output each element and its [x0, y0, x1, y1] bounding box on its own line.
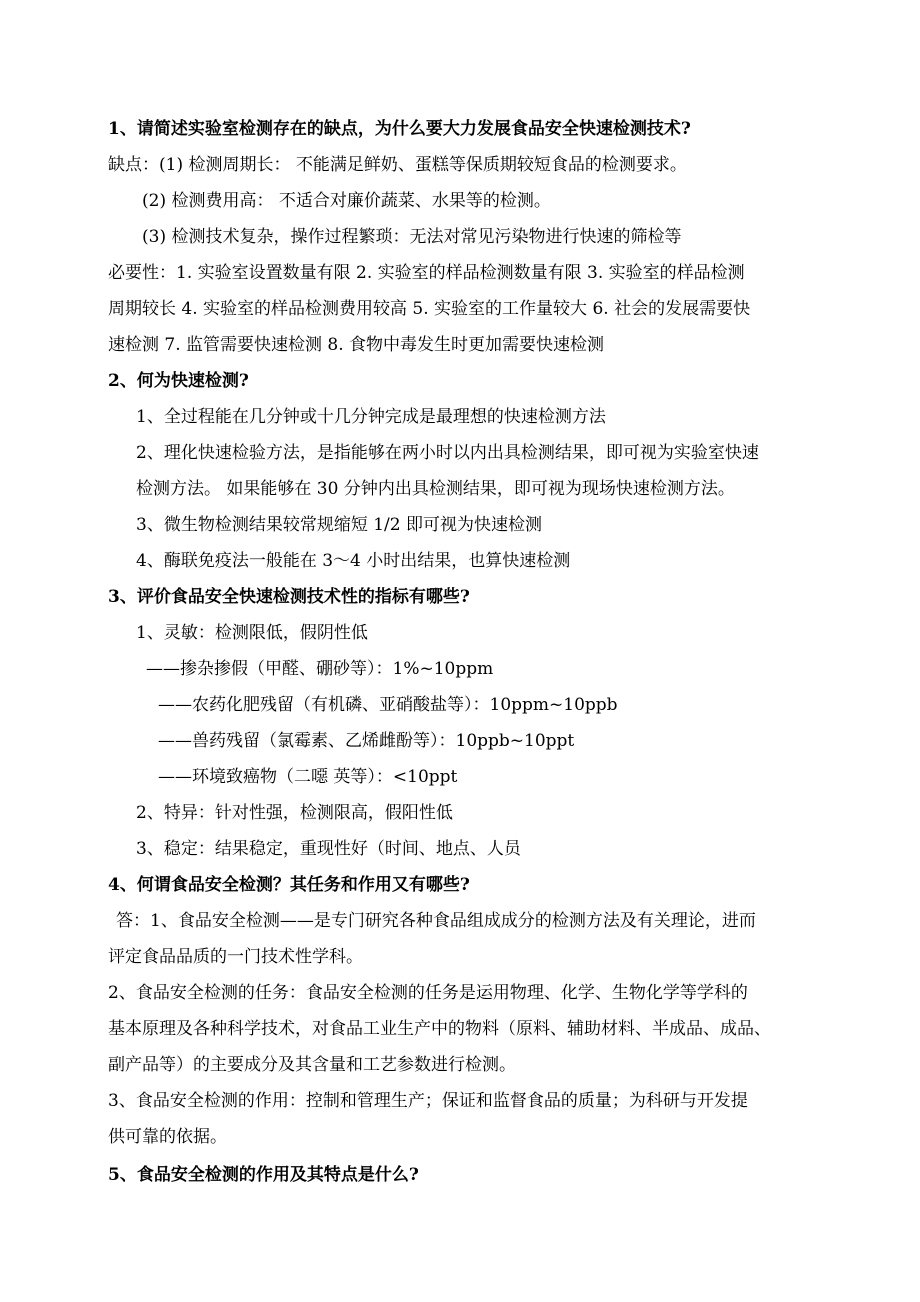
question-3-title: 3、评价食品安全快速检测技术性的指标有哪些? [108, 587, 470, 607]
q3-line-7: 3、稳定：结果稳定，重现性好（时间、地点、人员 [136, 839, 521, 859]
question-4-title: 4、何谓食品安全检测？其任务和作用又有哪些? [108, 875, 470, 895]
q3-line-6: 2、特异：针对性强，检测限高，假阳性低 [136, 803, 453, 823]
q4-line-6: 3、食品安全检测的作用：控制和管理生产；保证和监督食品的质量；为科研与开发提 [108, 1091, 748, 1111]
q2-line-2: 2、理化快速检验方法，是指能够在两小时以内出具检测结果，即可视为实验室快速 [136, 443, 759, 463]
q1-line-5: 周期较长 4. 实验室的样品检测费用较高 5. 实验室的工作量较大 6. 社会的发展需要快 [108, 299, 751, 319]
question-5-title: 5、食品安全检测的作用及其特点是什么? [108, 1165, 419, 1185]
q1-line-3: (3) 检测技术复杂，操作过程繁琐：无法对常见污染物进行快速的筛检等 [142, 227, 682, 247]
q1-line-6: 速检测 7. 监管需要快速检测 8. 食物中毒发生时更加需要快速检测 [108, 335, 605, 355]
q4-line-5: 副产品等）的主要成分及其含量和工艺参数进行检测。 [108, 1055, 516, 1075]
q3-line-1: 1、灵敏：检测限低，假阴性低 [136, 623, 368, 643]
question-1-title: 1、请简述实验室检测存在的缺点，为什么要大力发展食品安全快速检测技术? [108, 119, 691, 139]
q3-line-3: ——农药化肥残留（有机磷、亚硝酸盐等）：10ppm~10ppb [158, 695, 618, 715]
q1-line-1: 缺点：(1) 检测周期长： 不能满足鲜奶、蛋糕等保质期较短食品的检测要求。 [108, 155, 687, 175]
q2-line-3: 检测方法。 如果能够在 30 分钟内出具检测结果，即可视为现场快速检测方法。 [136, 479, 735, 499]
q3-line-4: ——兽药残留（氯霉素、乙烯雌酚等）：10ppb~10ppt [158, 731, 575, 751]
q4-line-7: 供可靠的依据。 [108, 1127, 227, 1147]
q1-line-4: 必要性：1. 实验室设置数量有限 2. 实验室的样品检测数量有限 3. 实验室的样品检测 [108, 263, 745, 283]
q2-line-1: 1、全过程能在几分钟或十几分钟完成是最理想的快速检测方法 [136, 407, 606, 427]
q4-line-3: 2、食品安全检测的任务：食品安全检测的任务是运用物理、化学、生物化学等学科的 [108, 983, 748, 1003]
q3-line-5: ——环境致癌物（二噁 英等）：<10ppt [158, 767, 458, 787]
q4-line-1: 答：1、食品安全检测——是专门研究各种食品组成成分的检测方法及有关理论，进而 [116, 911, 756, 931]
question-2-title: 2、何为快速检测? [108, 371, 249, 391]
q4-line-4: 基本原理及各种科学技术，对食品工业生产中的物料（原料、辅助材料、半成品、成品、 [108, 1019, 771, 1039]
q1-line-2: (2) 检测费用高： 不适合对廉价蔬菜、水果等的检测。 [142, 191, 551, 211]
q2-line-5: 4、酶联免疫法一般能在 3～4 小时出结果，也算快速检测 [136, 551, 571, 571]
q4-line-2: 评定食品品质的一门技术性学科。 [108, 947, 363, 967]
q3-line-2: ——掺杂掺假（甲醛、硼砂等）：1%~10ppm [146, 659, 494, 679]
q2-line-4: 3、微生物检测结果较常规缩短 1/2 即可视为快速检测 [136, 515, 542, 535]
